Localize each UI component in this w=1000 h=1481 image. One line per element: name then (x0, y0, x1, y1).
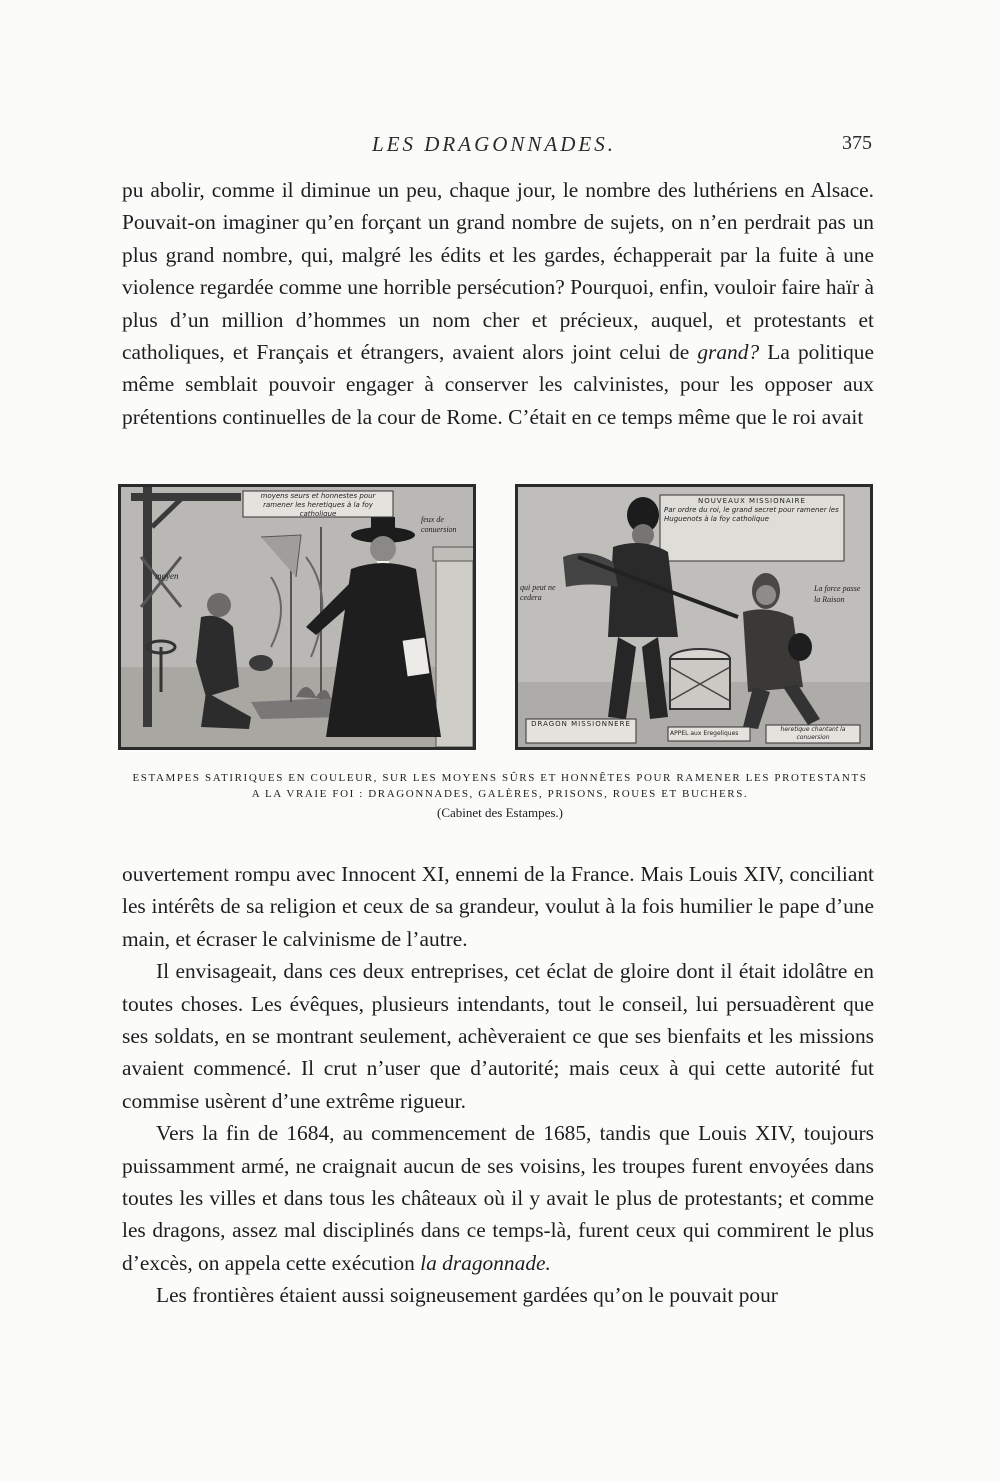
note-left: qui peut ne cedera (520, 583, 556, 602)
text-run: ouvertement rompu avec Innocent XI, ennemi de la France. Mais Louis XIV, conciliant les intérêts de sa religion et ceux de sa grandeur, voulut à la fois humilier le pape d’une main, et écraser le calvinisme de l’autre. (122, 862, 874, 951)
label-feu: feux de conuersion (421, 515, 457, 534)
body-text-bottom (122, 858, 874, 1312)
banner-text: Par ordre du roi, le grand secret pour ramener les Huguenots à la foy catholique (664, 506, 839, 523)
running-title: LES DRAGONNADES. (372, 132, 616, 156)
label-heretique: heretique chantant la conuersion (780, 726, 846, 741)
paragraph (122, 1117, 874, 1279)
paragraph (122, 174, 874, 433)
text-run: Il envisageait, dans ces deux entreprises, cet éclat de gloire dont il était idolâtre en toutes choses. Les évêques, plusieurs intendants, tout le conseil, lui persuadèrent que ses soldats, en se montrant seulement, achèveraient ce que ses bienfaits et les missions avaient commencé. Il crut n’user que d’autorité; mais ceux à qui cette autorité fut commise usèrent d’une extrême rigueur. (122, 959, 874, 1113)
body-text-top (122, 174, 874, 433)
label-dragon: DRAGON MISSIONNERE (531, 720, 631, 728)
italic-run: grand? (697, 340, 760, 365)
engraving-left (118, 484, 476, 750)
text-run: Les frontières étaient aussi soigneusement gardées qu’on le pouvait pour (156, 1283, 778, 1308)
label-appel: APPEL aux Eregeliques (670, 730, 739, 737)
engraving-right (515, 484, 873, 750)
caption-line-2: A LA VRAIE FOI : DRAGONNADES, GALÈRES, PRISONS, ROUES ET BUCHERS. (251, 788, 749, 800)
paragraph (122, 1279, 874, 1311)
text-run: La politique même semblait pouvoir engager à conserver les calvinistes, pour les opposer aux prétentions continuelles de la cour de Rome. C’était en ce temps même que le roi avait (122, 340, 874, 429)
page-header (0, 128, 1000, 168)
figure-caption (110, 770, 890, 822)
italic-run: la dragonnade. (420, 1250, 551, 1275)
label-moyen: moyen (155, 571, 179, 581)
paragraph (122, 955, 874, 1117)
caption-line-1: ESTAMPES SATIRIQUES EN COULEUR, SUR LES MOYENS SÛRS ET HONNÊTES POUR RAMENER LES PROTESTANTS (132, 772, 868, 784)
page-number: 375 (842, 132, 872, 154)
text-run: pu abolir, comme il diminue un peu, chaque jour, le nombre des luthériens en Alsace. Pouvait-on imaginer qu’en forçant un grand nombre de sujets, on n’en perdrait pas un plus grand nombre, qui, malgré les édits et les gardes, échapperait par la fuite à une violence regardée comme une horrible persécution? Pourquoi, enfin, vouloir faire haïr à plus d’un million d’hommes un nom cher et précieux, auquel, et protestants et catholiques, et Français et étrangers, avaient alors joint celui de (122, 178, 874, 365)
caption-source: (Cabinet des Estampes.) (437, 805, 563, 820)
banner-text: moyens seurs et honnestes pour ramener les heretiques à la foy catholique (260, 492, 376, 516)
engraving-right-illustration (518, 487, 870, 747)
note-right: La force passe la Raison (814, 584, 861, 604)
banner-title: NOUVEAUX MISSIONAIRE (698, 497, 806, 505)
paragraph (122, 858, 874, 955)
text-run: Vers la fin de 1684, au commencement de 1685, tandis que Louis XIV, toujours puissamment armé, ne craignait aucun de ses voisins, les troupes furent envoyées dans toutes les villes et dans tous les châteaux où il y avait le plus de protestants; et comme les dragons, assez mal disciplinés dans ce temps-là, furent ceux qui commirent le plus d’excès, on appela cette exécution (122, 1121, 874, 1275)
engraving-left-illustration (121, 487, 473, 747)
